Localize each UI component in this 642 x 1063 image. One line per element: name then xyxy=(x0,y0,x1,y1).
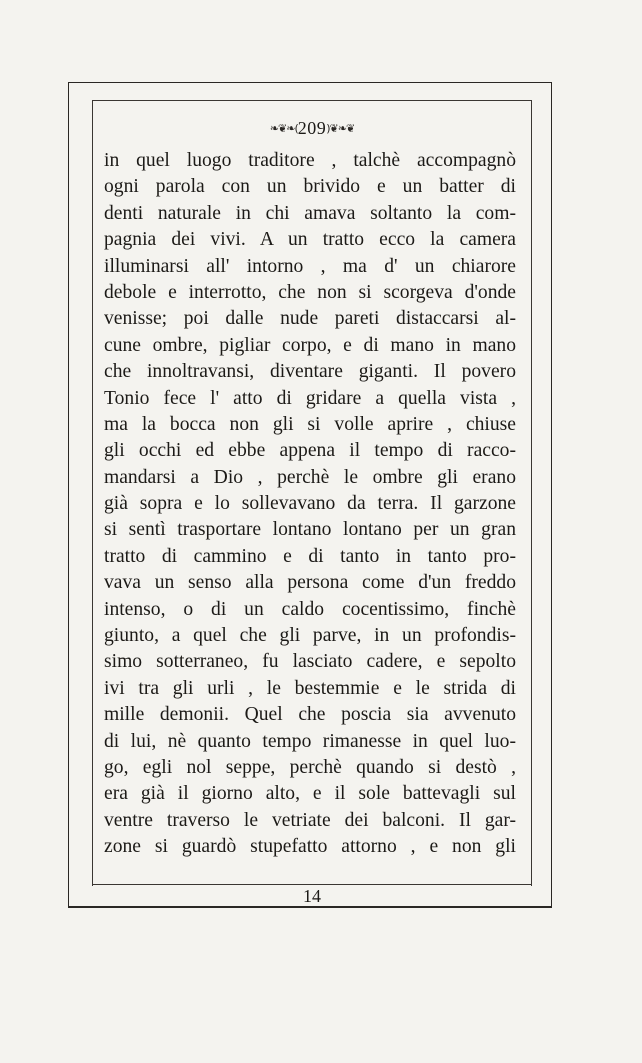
text-line: si sentì trasportare lontano lontano per un gran xyxy=(104,519,516,541)
running-header xyxy=(92,118,532,139)
text-line: intenso, o di un caldo cocentissimo, finchè xyxy=(104,598,516,620)
text-line: che innoltravansi, diventare giganti. Il povero xyxy=(104,361,516,383)
text-line: Tonio fece l' atto di gridare a quella vista , xyxy=(104,387,516,409)
text-line: di lui, nè quanto tempo rimanesse in quel luo- xyxy=(104,730,516,752)
text-line: cune ombre, pigliar corpo, e di mano in mano xyxy=(104,334,516,356)
text-line: ma la bocca non gli si volle aprire , chiuse xyxy=(104,413,516,435)
text-line: gli occhi ed ebbe appena il tempo di racco- xyxy=(104,440,516,462)
text-line: giunto, a quel che gli parve, in un profondis- xyxy=(104,625,516,647)
text-line: ventre traverso le vetriate dei balconi. Il gar- xyxy=(104,809,516,831)
text-line: tratto di cammino e di tanto in tanto pro- xyxy=(104,545,516,567)
text-line: in quel luogo traditore , talchè accompagnò xyxy=(104,150,516,171)
text-line: simo sotterraneo, fu lasciato cadere, e sepolto xyxy=(104,651,516,673)
text-line: ivi tra gli urli , le bestemmie e le strida di xyxy=(104,677,516,699)
body-text xyxy=(104,148,516,861)
right-ornament-icon: )❦❧❦ xyxy=(326,122,355,135)
text-line: mandarsi a Dio , perchè le ombre gli erano xyxy=(104,466,516,488)
text-line: venisse; poi dalle nude pareti distaccarsi al- xyxy=(104,308,516,330)
page-number: 209 xyxy=(297,118,327,138)
text-line: mille demonii. Quel che poscia sia avvenuto xyxy=(104,704,516,726)
text-line: denti naturale in chi amava soltanto la com- xyxy=(104,202,516,224)
text-line: go, egli nol seppe, perchè quando si destò , xyxy=(104,756,516,778)
left-ornament-icon: ❧❦❧( xyxy=(269,122,298,135)
text-line: debole e interrotto, che non si scorgeva d'onde xyxy=(104,281,516,303)
text-line: vava un senso alla persona come d'un freddo xyxy=(104,572,516,594)
text-line: già sopra e lo sollevavano da terra. Il garzone xyxy=(104,493,516,515)
text-line: zone si guardò stupefatto attorno , e non gli xyxy=(104,836,516,858)
text-line: pagnia dei vivi. A un tratto ecco la camera xyxy=(104,229,516,251)
text-line: era già il giorno alto, e il sole battevagli sul xyxy=(104,783,516,805)
text-line: ogni parola con un brivido e un batter di xyxy=(104,176,516,198)
signature-mark: 14 xyxy=(303,886,321,906)
text-line: illuminarsi all' intorno , ma d' un chiarore xyxy=(104,255,516,277)
